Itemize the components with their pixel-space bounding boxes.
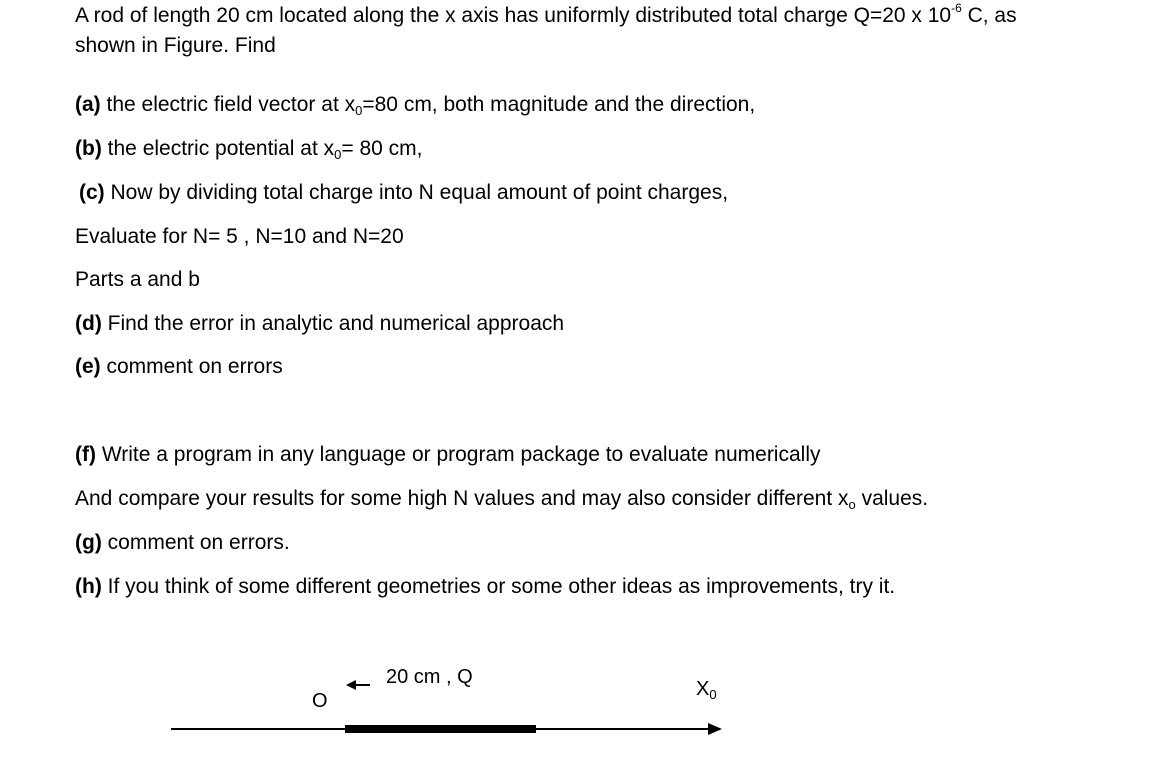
part-h-label: (h) [75, 575, 102, 598]
point-label [696, 677, 717, 701]
part-f-label: (f) [75, 443, 96, 466]
part-a-text-end: =80 cm, both magnitude and the direction, [362, 93, 756, 116]
part-g-label: (g) [75, 531, 102, 554]
intro-exponent: -6 [951, 1, 962, 15]
part-d-text: Find the error in analytic and numerical approach [101, 312, 565, 335]
part-b-label: (b) [75, 137, 102, 160]
origin-label: O [312, 690, 328, 712]
point-label-sub: 0 [709, 687, 717, 702]
part-c-parts: Parts a and b [75, 268, 200, 291]
part-e-label: (e) [75, 355, 101, 378]
part-b-text-end: = 80 cm, [341, 137, 423, 160]
part-c-text: Now by dividing total charge into N equal amount of point charges, [104, 181, 729, 204]
part-b-text: the electric potential at x [101, 137, 335, 160]
part-f-compare-sub: o [848, 497, 856, 512]
part-a-label: (a) [75, 93, 101, 116]
part-f-compare-text: And compare your results for some high N values and may also consider different x [75, 487, 849, 510]
intro-text-end: C, as [961, 4, 1017, 27]
part-f-text: Write a program in any language or program package to evaluate numerically [95, 443, 821, 466]
part-d-label: (d) [75, 312, 102, 335]
part-e-text: comment on errors [100, 355, 283, 378]
part-a-sub: 0 [355, 103, 363, 118]
part-h-text: If you think of some different geometries or some other ideas as improvements, try it. [101, 575, 896, 598]
part-a-text: the electric field vector at x [100, 93, 356, 116]
rod-length-arrowhead [346, 680, 356, 690]
point-label-x: X [696, 678, 710, 700]
part-c-label: (c) [79, 181, 105, 204]
rod-label: 20 cm , Q [386, 666, 473, 688]
part-g-text: comment on errors. [101, 531, 290, 554]
part-b-sub: 0 [334, 147, 342, 162]
x-axis-arrowhead [708, 723, 722, 735]
intro-text: A rod of length 20 cm located along the x axis has uniformly distributed total charge Q=20 x 10 [75, 4, 952, 27]
part-f-compare-text-end: values. [855, 487, 929, 510]
charged-rod [345, 725, 536, 733]
part-c-evaluate: Evaluate for N= 5 , N=10 and N=20 [75, 225, 404, 248]
intro-line-2: shown in Figure. Find [75, 34, 276, 57]
